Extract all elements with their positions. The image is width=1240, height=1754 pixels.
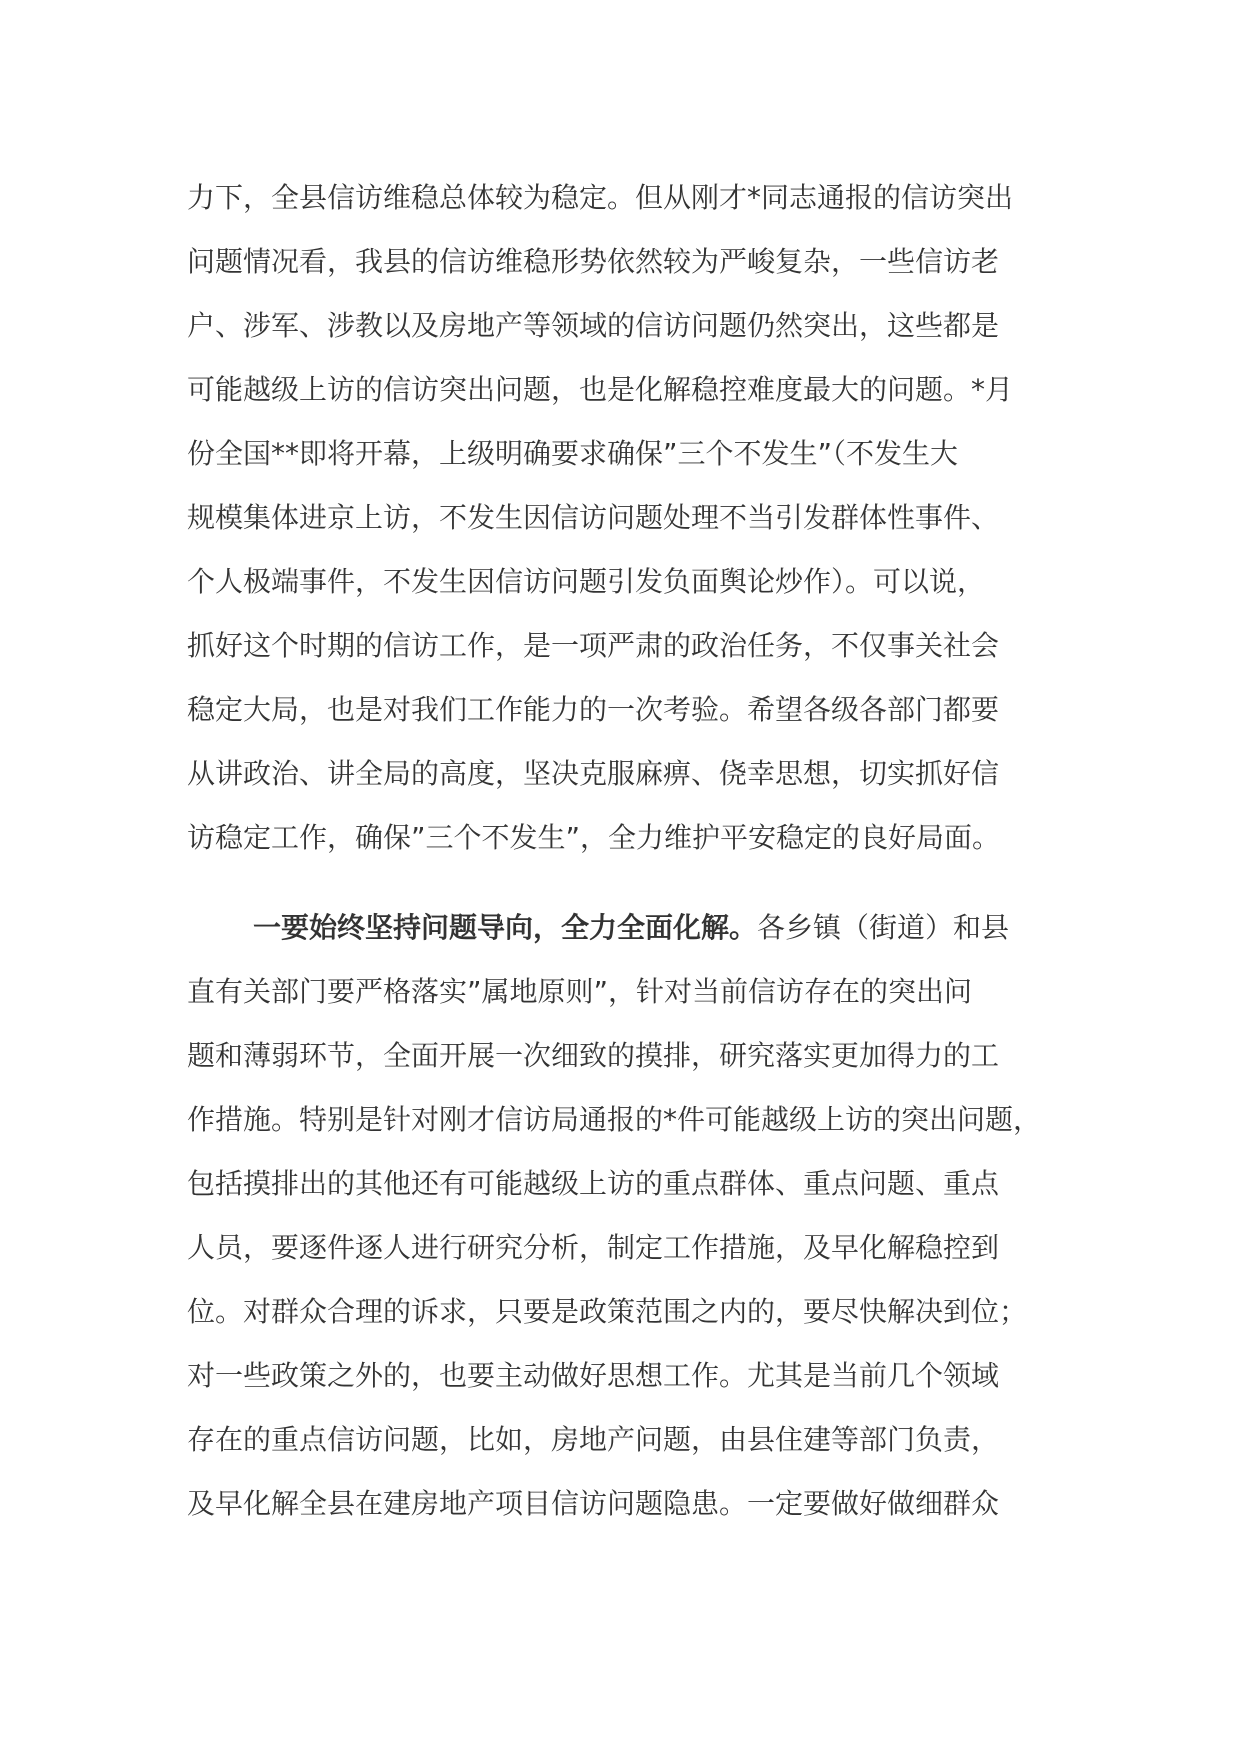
paragraph-line: 问题情况看，我县的信访维稳形势依然较为严峻复杂，一些信访老 — [187, 245, 1000, 278]
paragraph-line: 题和薄弱环节，全面开展一次细致的摸排，研究落实更加得力的工 — [187, 1039, 1000, 1072]
paragraph-line: 规模集体进京上访，不发生因信访问题处理不当引发群体性事件、 — [187, 501, 1000, 534]
paragraph-line: 位。对群众合理的诉求，只要是政策范围之内的，要尽快解决到位； — [187, 1295, 1028, 1328]
paragraph-line: 力下，全县信访维稳总体较为稳定。但从刚才*同志通报的信访突出 — [187, 181, 1014, 214]
paragraph-line: 存在的重点信访问题，比如，房地产问题，由县住建等部门负责， — [187, 1423, 1000, 1456]
paragraph-first-line-text: 各乡镇（街道）和县 — [757, 911, 1010, 944]
paragraph-line: 直有关部门要严格落实”属地原则”，针对当前信访存在的突出问 — [187, 975, 973, 1008]
paragraph-line: 稳定大局，也是对我们工作能力的一次考验。希望各级各部门都要 — [187, 693, 1000, 726]
paragraph-line: 份全国**即将开幕，上级明确要求确保”三个不发生”（不发生大 — [187, 437, 959, 470]
paragraph-first-line — [187, 896, 1087, 960]
paragraph-lead-heading: 一要始终坚持问题导向，全力全面化解。 — [253, 911, 758, 944]
paragraph-line: 户、涉军、涉教以及房地产等领域的信访问题仍然突出，这些都是 — [187, 309, 1000, 342]
paragraph-line: 及早化解全县在建房地产项目信访问题隐患。一定要做好做细群众 — [187, 1487, 1000, 1520]
paragraph-line: 个人极端事件，不发生因信访问题引发负面舆论炒作）。可以说， — [187, 565, 986, 598]
paragraph-line: 作措施。特别是针对刚才信访局通报的*件可能越级上访的突出问题， — [187, 1103, 1042, 1136]
paragraph-line: 可能越级上访的信访突出问题，也是化解稳控难度最大的问题。*月 — [187, 373, 1014, 406]
paragraph-line: 抓好这个时期的信访工作，是一项严肃的政治任务，不仅事关社会 — [187, 629, 1000, 662]
paragraph-2 — [187, 896, 1087, 1536]
paragraph-line: 从讲政治、讲全局的高度，坚决克服麻痹、侥幸思想，切实抓好信 — [187, 757, 1000, 790]
paragraph-line: 人员，要逐件逐人进行研究分析，制定工作措施，及早化解稳控到 — [187, 1231, 1000, 1264]
paragraph-1 — [187, 166, 1087, 870]
paragraph-line: 访稳定工作，确保”三个不发生”，全力维护平安稳定的良好局面。 — [187, 821, 1001, 854]
paragraph-line: 包括摸排出的其他还有可能越级上访的重点群体、重点问题、重点 — [187, 1167, 1000, 1200]
paragraph-line: 对一些政策之外的，也要主动做好思想工作。尤其是当前几个领域 — [187, 1359, 1000, 1392]
